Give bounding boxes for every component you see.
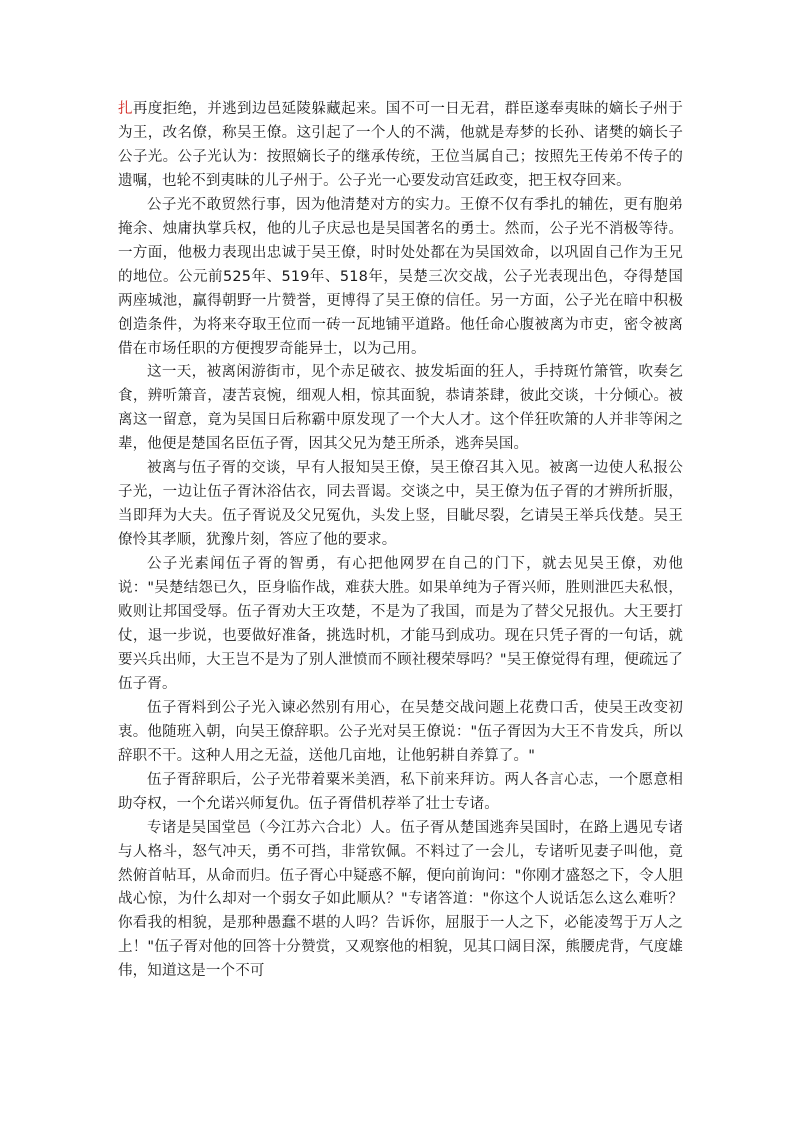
paragraph-1: [118, 98, 683, 194]
paragraph-5: 公子光素闻伍子胥的智勇，有心把他网罗在自己的门下，就去见吴王僚，劝他说："吴楚结怨已久，臣身临作战，难获大胜。如果单纯为子胥兴师，胜则泄匹夫私恨，败则让邦国受辱。伍子胥劝大王攻楚，不是为了我国，而是为了替父兄报仇。大王要打仗，退一步说，也要做好准备，挑选时机，才能马到成功。现在只凭子胥的一句话，就要兴兵出师，大王岂不是为了别人泄愤而不顾社稷荣辱吗？"吴王僚觉得有理，便疏远了伍子胥。: [118, 556, 683, 692]
paragraph-8: 专诸是吴国堂邑（今江苏六合北）人。伍子胥从楚国逃奔吴国时，在路上遇见专诸与人格斗，怒气冲天，勇不可挡，非常钦佩。不料过了一会儿，专诸听见妻子叫他，竟然俯首帖耳，从命而归。伍子胥心中疑惑不解，便向前询问："你刚才盛怒之下，令人胆战心惊，为什么却对一个弱女子如此顺从？"专诸答道："你这个人说话怎么这么难听？你看我的相貌，是那种愚蠢不堪的人吗？告诉你，屈服于一人之下，必能凌驾于万人之上！"伍子胥对他的回答十分赞赏，又观察他的相貌，见其口阔目深，熊腰虎背，气度雄伟，知道这是一个不可: [118, 819, 683, 980]
highlighted-character: 扎: [118, 101, 133, 117]
article-body: [118, 98, 683, 984]
paragraph-2: 公子光不敢贸然行事，因为他清楚对方的实力。王僚不仅有季扎的辅佐，更有胞弟掩余、烛庸执掌兵权，他的儿子庆忌也是吴国著名的勇士。然而，公子光不消极等待。一方面，他极力表现出忠诚于吴王僚，时时处处都在为吴国效命，以巩固自己作为王兄的地位。公元前525年、519年、518年，吴楚三次交战，公子光表现出色，夺得楚国两座城池，赢得朝野一片赞誉，更博得了吴王僚的信任。另一方面，公子光在暗中积极创造条件，为将来夺取王位而一砖一瓦地铺平道路。他任命心腹被离为市吏，密令被离借在市场任职的方便搜罗奇能异士，以为己用。: [118, 196, 683, 357]
paragraph-4: 被离与伍子胥的交谈，早有人报知吴王僚，吴王僚召其入见。被离一边使人私报公子光，一边让伍子胥沐浴估衣，同去晋谒。交谈之中，吴王僚为伍子胥的才辨所折服，当即拜为大夫。伍子胥说及父兄冤仇，头发上竖，目眦尽裂，乞请吴王举兵伐楚。吴王僚怜其孝顺，犹豫片刻，答应了他的要求。: [118, 460, 683, 549]
paragraph-6: 伍子胥料到公子光入谏必然别有用心，在吴楚交战问题上花费口舌，使吴王改变初衷。他随班入朝，向吴王僚辞职。公子光对吴王僚说："伍子胥因为大王不肯发兵，所以辞职不干。这种人用之无益，送他几亩地，让他躬耕自养算了。": [118, 699, 683, 764]
paragraph-7: 伍子胥辞职后，公子光带着粟米美酒，私下前来拜访。两人各言心志，一个愿意相助夺权，一个允诺兴师复仇。伍子胥借机荐举了壮士专诸。: [118, 771, 683, 812]
paragraph-1-text: 再度拒绝，并逃到边邑延陵躲藏起来。国不可一日无君，群臣遂奉夷昧的嫡长子州于为王，改名僚，称吴王僚。这引起了一个人的不满，他就是寿梦的长孙、诸樊的嫡长子公子光。公子光认为：按照嫡长子的继承传统，王位当属自己；按照先王传弟不传子的遗嘱，也轮不到夷昧的儿子州于。公子光一心要发动宫廷政变，把王权夺回来。: [118, 101, 683, 189]
paragraph-3: 这一天，被离闲游街市，见个赤足破衣、披发垢面的狂人，手持斑竹箫管，吹奏乞食，辨听箫音，凄苦哀惋，细观人相，惊其面貌，恭请茶肆，彼此交谈，十分倾心。被离这一留意，竟为吴国日后称霸中原发现了一个大人才。这个佯狂吹箫的人并非等闲之辈，他便是楚国名臣伍子胥，因其父兄为楚王所杀，逃奔吴国。: [118, 364, 683, 453]
